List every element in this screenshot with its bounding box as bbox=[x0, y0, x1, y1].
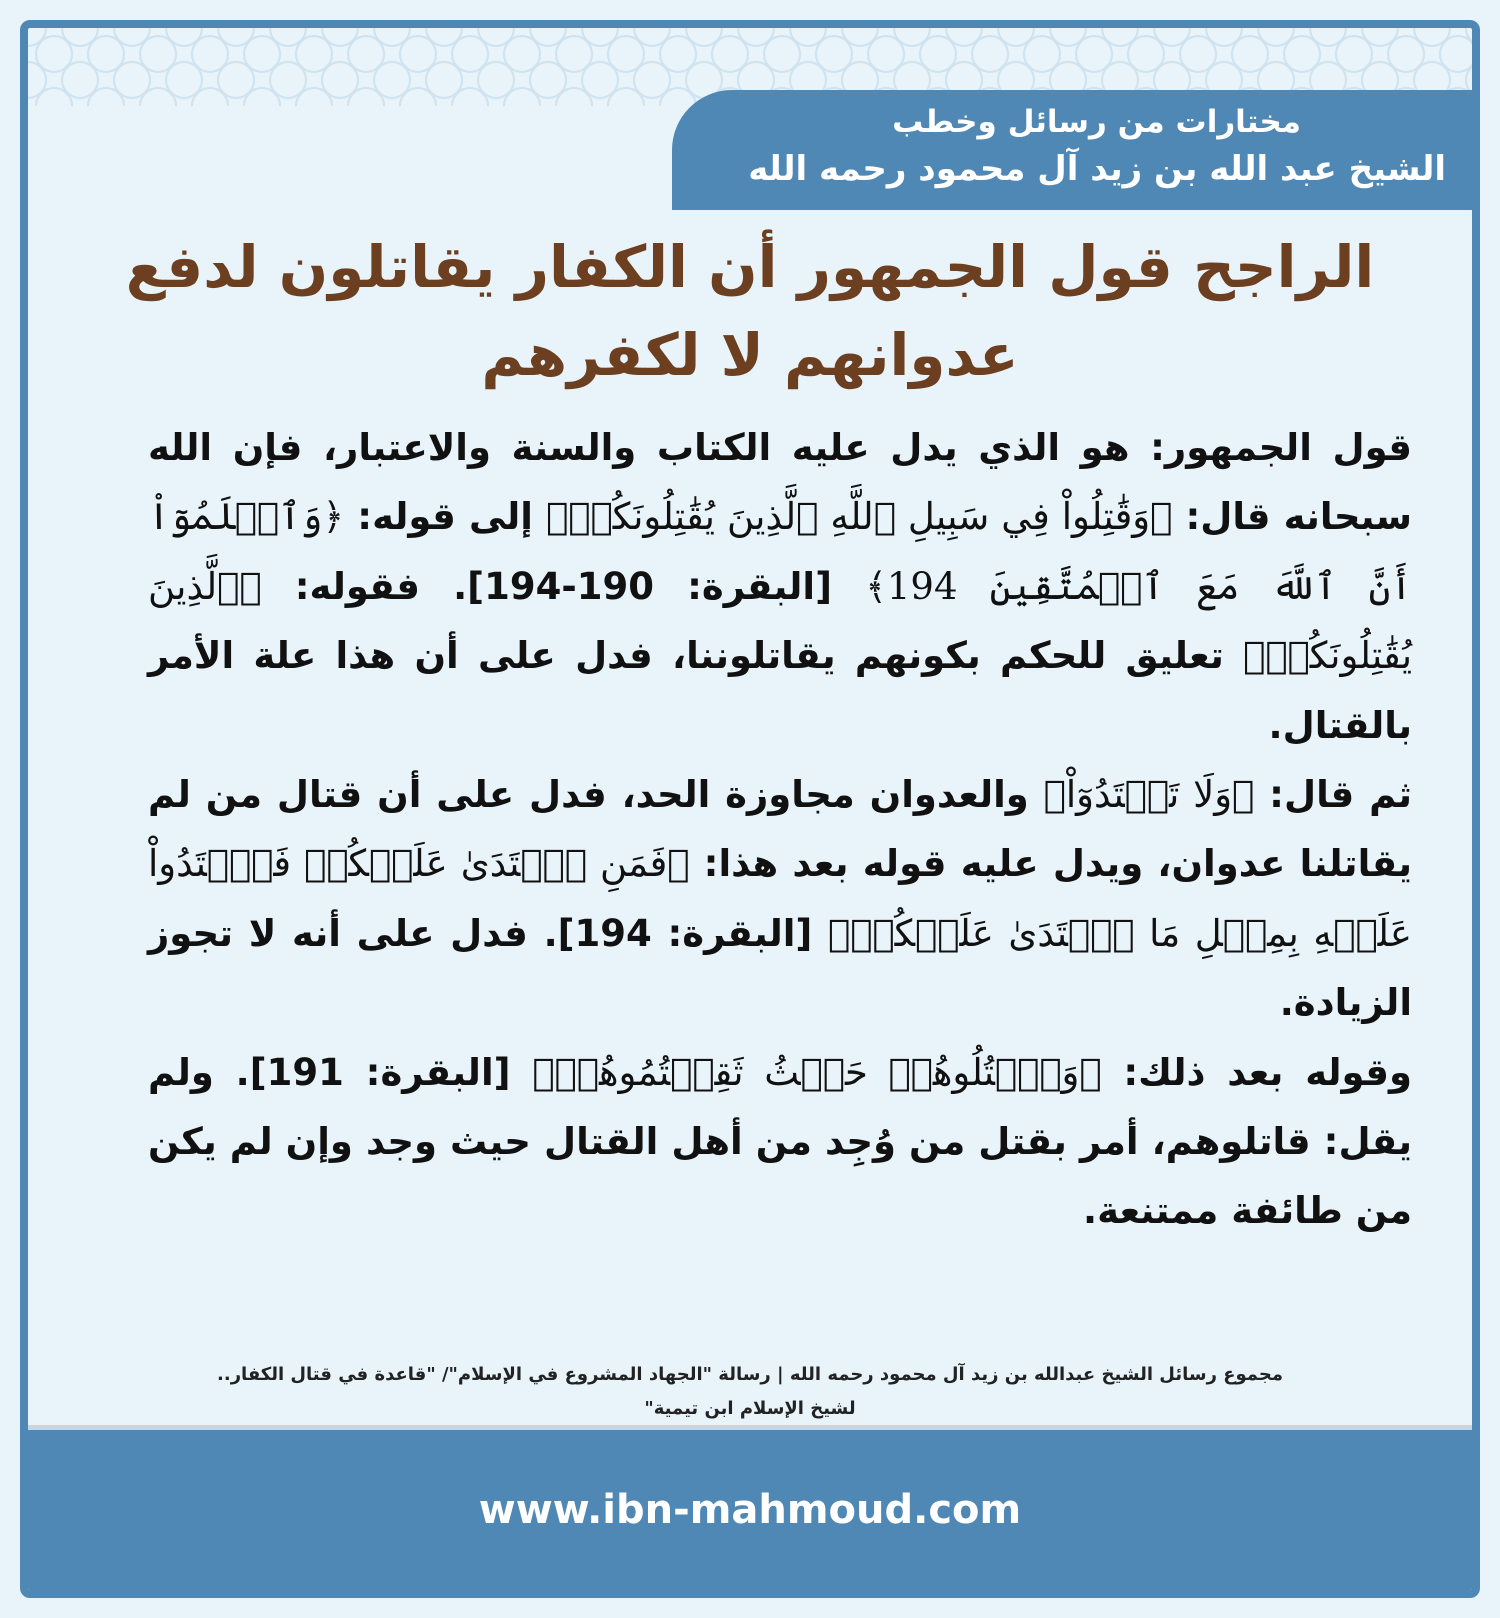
text-run: [البقرة: 190-194]. فقوله: bbox=[261, 564, 866, 608]
article-body bbox=[148, 413, 1412, 1246]
header-author-name: الشيخ عبد الله بن زيد آل محمود رحمه الله bbox=[748, 149, 1446, 189]
source-line-1: مجموع رسائل الشيخ عبدالله بن زيد آل محمود رحمه الله | رسالة "الجهاد المشروع في الإسلام"/ "قاعدة في قتال الكفار.. bbox=[217, 1364, 1283, 1385]
title-line-1: الراجح قول الجمهور أن الكفار يقاتلون لدفع bbox=[125, 233, 1375, 301]
text-run: تعليق للحكم بكونهم يقاتلوننا، فدل على أن هذا علة الأمر بالقتال. bbox=[148, 634, 1412, 747]
text-run: ثم قال: bbox=[1254, 773, 1412, 817]
text-run: والعدوان مجاوزة الحد، فدل على أن قتال من لم يقاتلنا عدوان، ويدل عليه قوله بعد هذا: bbox=[148, 773, 1412, 886]
source-line-2: لشيخ الإسلام ابن تيمية" bbox=[644, 1398, 856, 1419]
quran-quote: ﴿فَمَنِ ٱعۡتَدَىٰ عَلَيۡكُمۡ فَٱعۡتَدُواْ عَلَيۡهِ بِمِثۡلِ مَا ٱعۡتَدَىٰ عَلَيۡكُمۡ﴾ bbox=[148, 842, 1412, 955]
text-run: [البقرة: 194]. فدل على أنه لا تجوز الزيادة. bbox=[148, 911, 1412, 1025]
paragraph-2 bbox=[148, 760, 1412, 1038]
footer-bar bbox=[28, 1430, 1472, 1590]
quran-quote: ﴿وَٱقۡتُلُوهُمۡ حَيۡثُ ثَقِفۡتُمُوهُمۡ﴾ bbox=[532, 1050, 1102, 1094]
text-run: إلى قوله: bbox=[344, 495, 547, 539]
quran-quote: ﴿وَلَا تَعۡتَدُوٓاْ﴾ bbox=[1043, 773, 1255, 817]
poster-frame bbox=[20, 20, 1480, 1598]
paragraph-3 bbox=[148, 1038, 1412, 1246]
paragraph-1 bbox=[148, 413, 1412, 760]
page-title bbox=[88, 223, 1412, 399]
website-link[interactable]: www.ibn-mahmoud.com bbox=[478, 1487, 1022, 1533]
quran-quote: ﴿وَٱعۡلَمُوٓاْ أَنَّ ٱللَّهَ مَعَ ٱلۡمُتَّقِينَ 194﴾ bbox=[148, 495, 1412, 608]
header-banner bbox=[672, 90, 1472, 210]
text-run: وقوله بعد ذلك: bbox=[1101, 1050, 1412, 1094]
quran-quote: ﴿وَقَٰتِلُواْ فِي سَبِيلِ ٱللَّهِ ٱلَّذِينَ يُقَٰتِلُونَكُمۡ﴾ bbox=[546, 495, 1173, 539]
title-line-2: عدوانهم لا لكفرهم bbox=[481, 321, 1019, 389]
text-run: قول الجمهور: هو الذي يدل عليه الكتاب والسنة والاعتبار، فإن الله سبحانه قال: bbox=[148, 426, 1412, 539]
header-series-title: مختارات من رسائل وخطب bbox=[892, 104, 1301, 140]
quran-quote: ﴿ٱلَّذِينَ يُقَٰتِلُونَكُمۡ﴾ bbox=[148, 564, 1412, 678]
source-citation bbox=[108, 1358, 1392, 1426]
text-run: [البقرة: 191]. ولم يقل: قاتلوهم، أمر بقتل من وُجِد من أهل القتال حيث وجد وإن لم يكن من طائفة ممتنعة. bbox=[148, 1050, 1412, 1233]
